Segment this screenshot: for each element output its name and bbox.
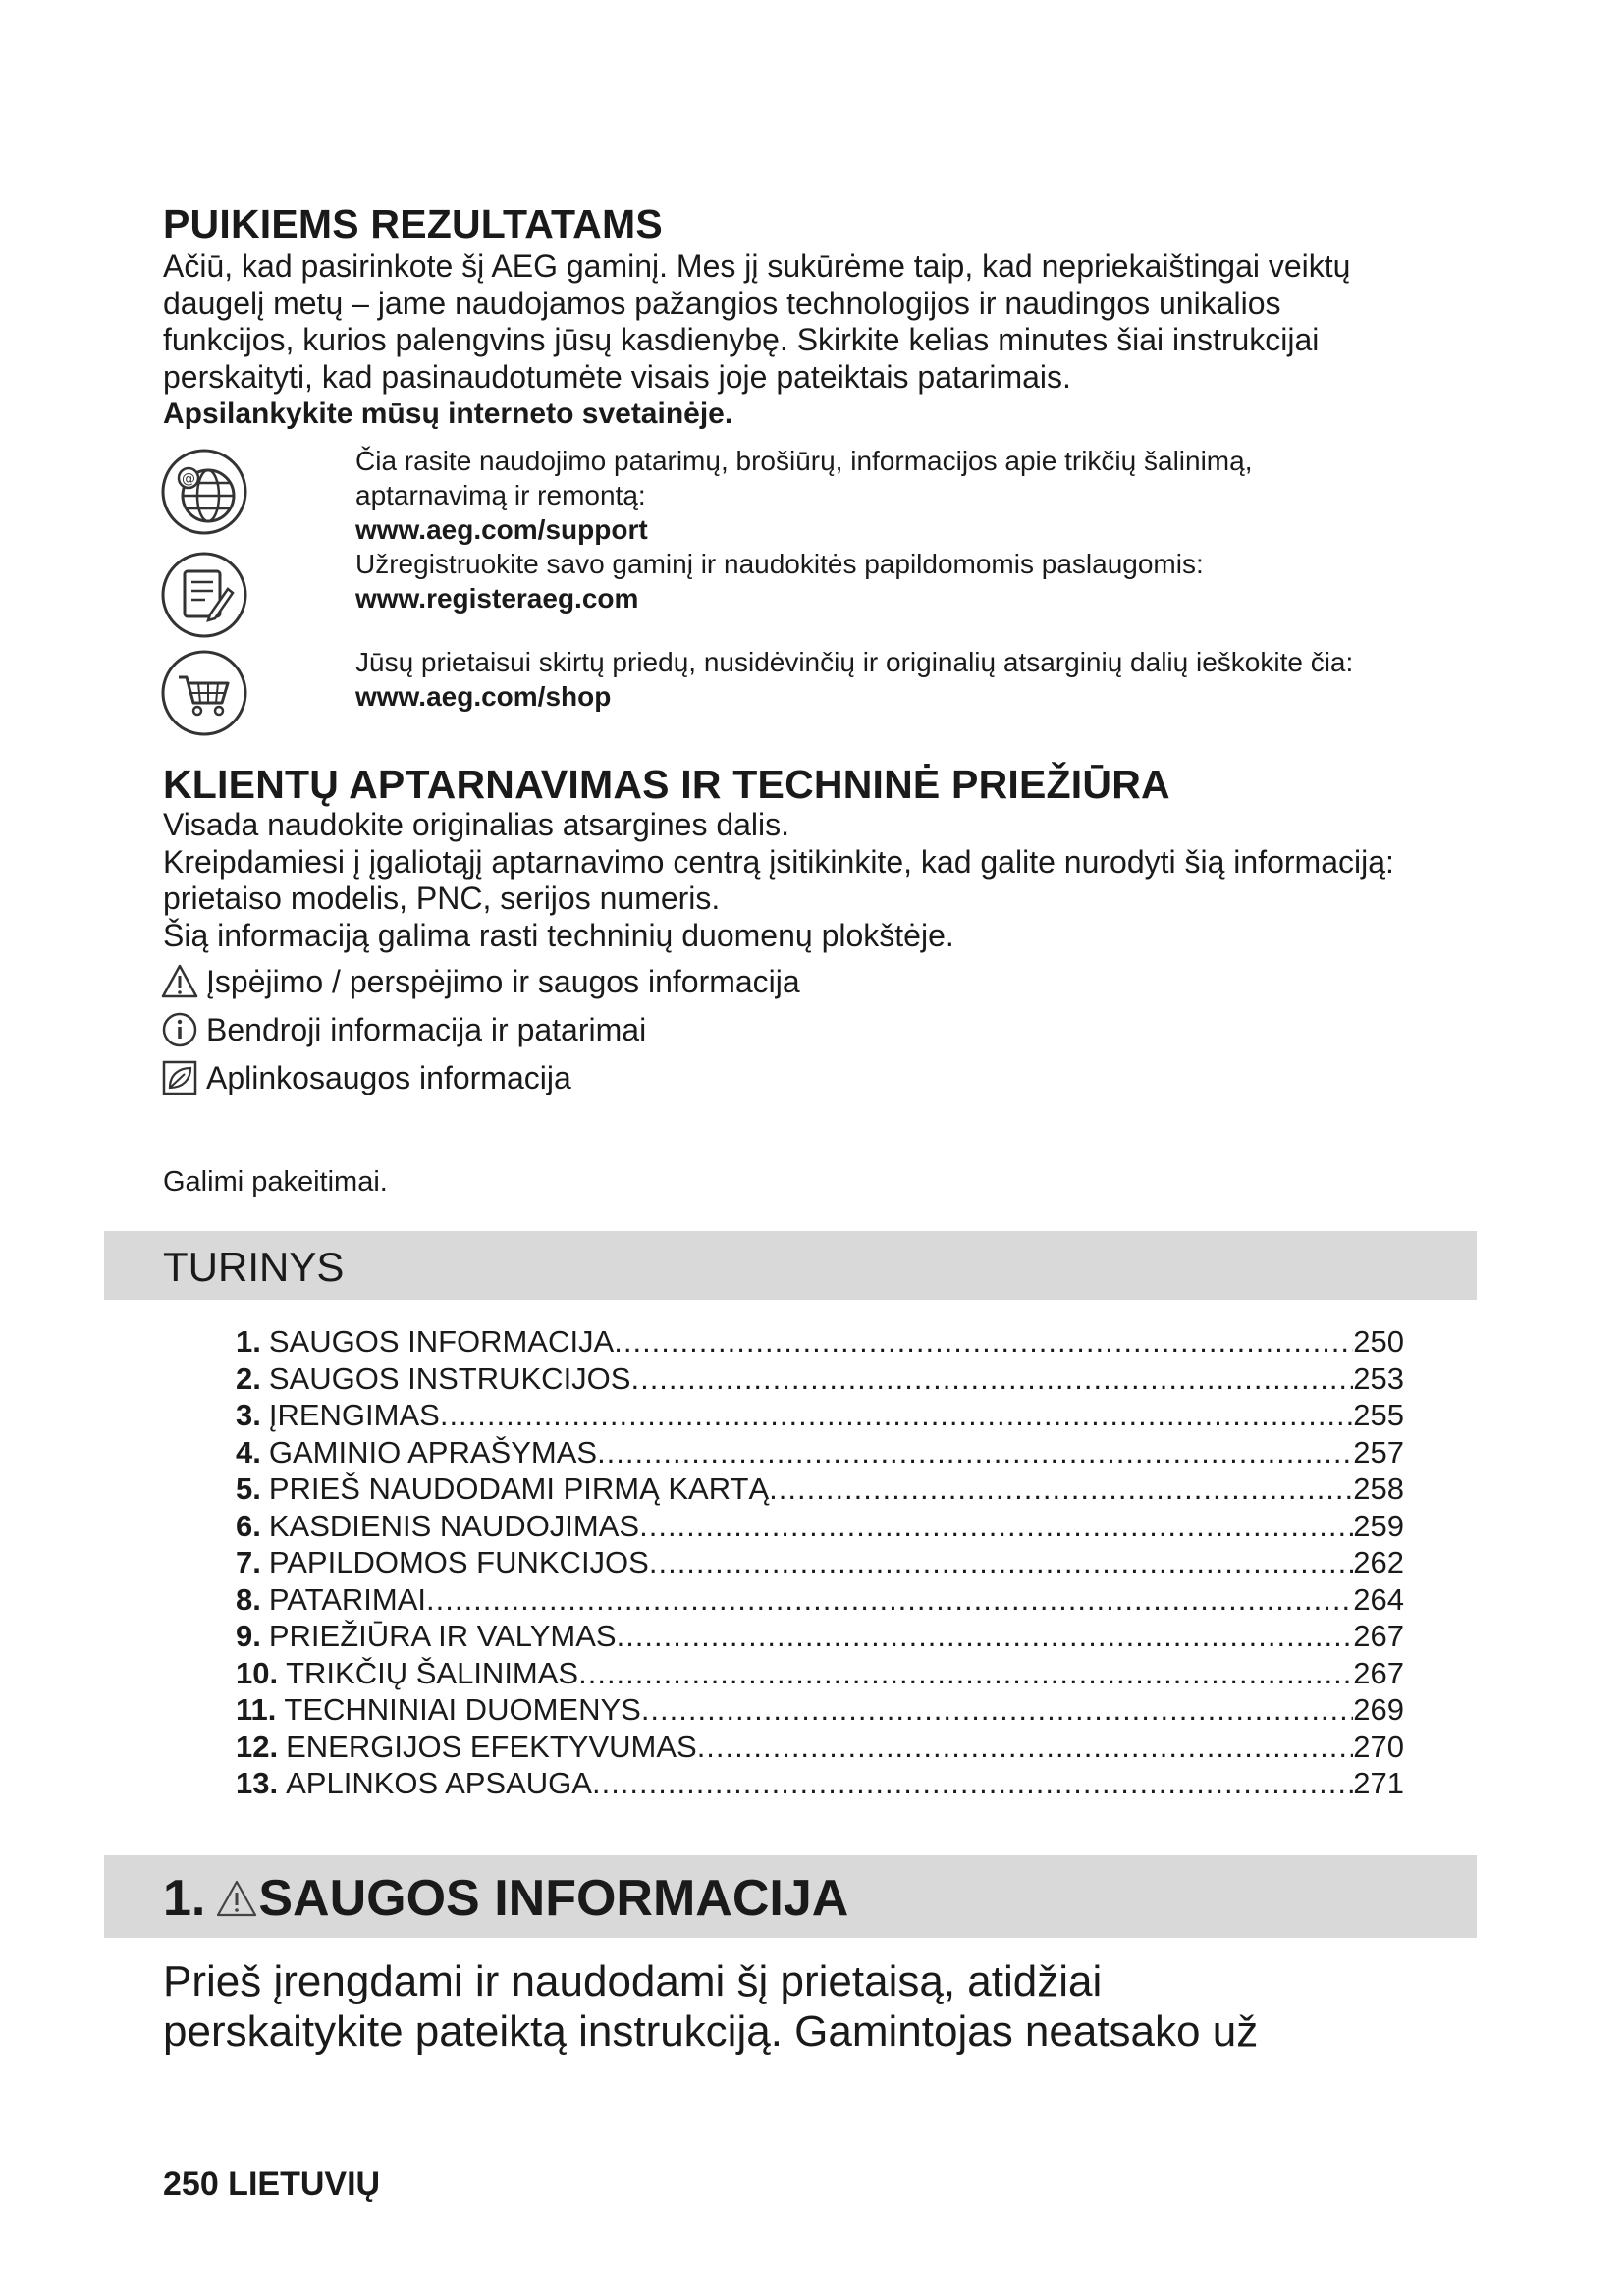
svg-text:@: @ [182, 471, 195, 487]
shop-line: Jūsų prietaisui skirtų priedų, nusidėvinčių ir originalių atsarginių dalių ieškokite čia: [355, 647, 1354, 677]
toc-item[interactable]: 3. ĮRENGIMAS ..... 255 [236, 1398, 1404, 1435]
toc-item[interactable]: 6. KASDIENIS NAUDOJIMAS ..... 259 [236, 1509, 1404, 1546]
customer-service-text [163, 807, 1479, 954]
shopping-cart-icon [159, 648, 249, 738]
intro-line: perskaityti, kad pasinaudotumėte visais joje pateiktais patarimais. [163, 358, 1071, 395]
lead-line: Prieš įrengdami ir naudodami šį prietaisą, atidžiai [163, 1957, 1103, 2005]
support-line: Čia rasite naudojimo patarimų, brošiūrų, informacijos apie trikčių šalinimą, [355, 446, 1253, 476]
safety-header-band [104, 1855, 1477, 1938]
toc-title: TURINYS [163, 1244, 345, 1290]
legend-label: Aplinkosaugos informacija [206, 1059, 571, 1095]
support-line: aptarnavimą ir remontą: [355, 480, 646, 510]
cs-line: Visada naudokite originalias atsargines dalis. [163, 807, 790, 842]
info-icon [161, 1011, 198, 1048]
toc-item[interactable]: 2. SAUGOS INSTRUKCIJOS ..... 253 [236, 1362, 1404, 1399]
toc-item[interactable]: 5. PRIEŠ NAUDODAMI PIRMĄ KARTĄ ..... 258 [236, 1471, 1404, 1509]
toc-item[interactable]: 12. ENERGIJOS EFEKTYVUMAS ..... 270 [236, 1730, 1404, 1767]
toc-item[interactable]: 13. APLINKOS APSAUGA ..... 271 [236, 1766, 1404, 1803]
toc-item[interactable]: 7. PAPILDOMOS FUNKCIJOS ..... 262 [236, 1545, 1404, 1582]
results-heading: PUIKIEMS REZULTATAMS [163, 201, 663, 246]
legend-label: Bendroji informacija ir patarimai [206, 1011, 647, 1047]
legend-label: Įspėjimo / perspėjimo ir saugos informacija [206, 963, 800, 999]
support-text [355, 444, 1253, 547]
safety-number: 1. [163, 1870, 206, 1927]
shop-text [355, 645, 1353, 714]
intro-line: Ačiū, kad pasirinkote šį AEG gaminį. Mes jį sukūrėme taip, kad nepriekaištingai veiktų [163, 248, 1351, 284]
toc-item[interactable]: 8. PATARIMAI ..... 264 [236, 1582, 1404, 1620]
toc-item[interactable]: 1. SAUGOS INFORMACIJA ..... 250 [236, 1324, 1404, 1362]
customer-service-heading: KLIENTŲ APTARNAVIMAS IR TECHNINĖ PRIEŽIŪRA [163, 762, 1170, 807]
register-form-icon [159, 550, 249, 640]
safety-lead [163, 1956, 1479, 2056]
environment-leaf-icon [161, 1059, 198, 1096]
intro-line: funkcijos, kurios palengvins jūsų kasdienybę. Skirkite kelias minutes šiai instrukcijai [163, 322, 1320, 357]
cs-line: Šią informaciją galima rasti techninių duomenų plokštėje. [163, 917, 954, 953]
results-intro [163, 248, 1479, 396]
table-of-contents [236, 1324, 1404, 1803]
warning-triangle-icon [215, 1879, 258, 1918]
register-link[interactable]: www.registeraeg.com [355, 583, 639, 614]
cs-line: Kreipdamiesi į įgaliotąjį aptarnavimo centrą įsitikinkite, kad galite nurodyti šią informaciją: [163, 843, 1394, 880]
page-footer: 250 LIETUVIŲ [163, 2165, 381, 2203]
legend-warning [161, 961, 800, 1002]
globe-support-icon [159, 447, 249, 537]
warning-triangle-icon [161, 963, 198, 1000]
toc-item[interactable]: 10. TRIKČIŲ ŠALINIMAS ..... 267 [236, 1656, 1404, 1693]
visit-website-label: Apsilankykite mūsų interneto svetainėje. [163, 398, 733, 430]
safety-title [163, 1869, 848, 1928]
cs-line: prietaiso modelis, PNC, serijos numeris. [163, 881, 721, 916]
changes-note: Galimi pakeitimai. [163, 1166, 388, 1198]
shop-link[interactable]: www.aeg.com/shop [355, 681, 612, 712]
toc-item[interactable]: 4. GAMINIO APRAŠYMAS ..... 257 [236, 1435, 1404, 1472]
support-link[interactable]: www.aeg.com/support [355, 514, 648, 545]
register-text [355, 547, 1204, 615]
register-line: Užregistruokite savo gaminį ir naudokitės papildomomis paslaugomis: [355, 549, 1204, 579]
toc-header-band [104, 1231, 1477, 1300]
legend-info [161, 1009, 646, 1050]
legend-environment [161, 1057, 571, 1098]
intro-line: daugelį metų – jame naudojamos pažangios technologijos ir naudingos unikalios [163, 285, 1281, 321]
toc-item[interactable]: 9. PRIEŽIŪRA IR VALYMAS ..... 267 [236, 1619, 1404, 1656]
safety-title-text: SAUGOS INFORMACIJA [258, 1870, 849, 1927]
toc-item[interactable]: 11. TECHNINIAI DUOMENYS ..... 269 [236, 1692, 1404, 1730]
lead-line: perskaitykite pateiktą instrukciją. Gamintojas neatsako už [163, 2007, 1259, 2056]
